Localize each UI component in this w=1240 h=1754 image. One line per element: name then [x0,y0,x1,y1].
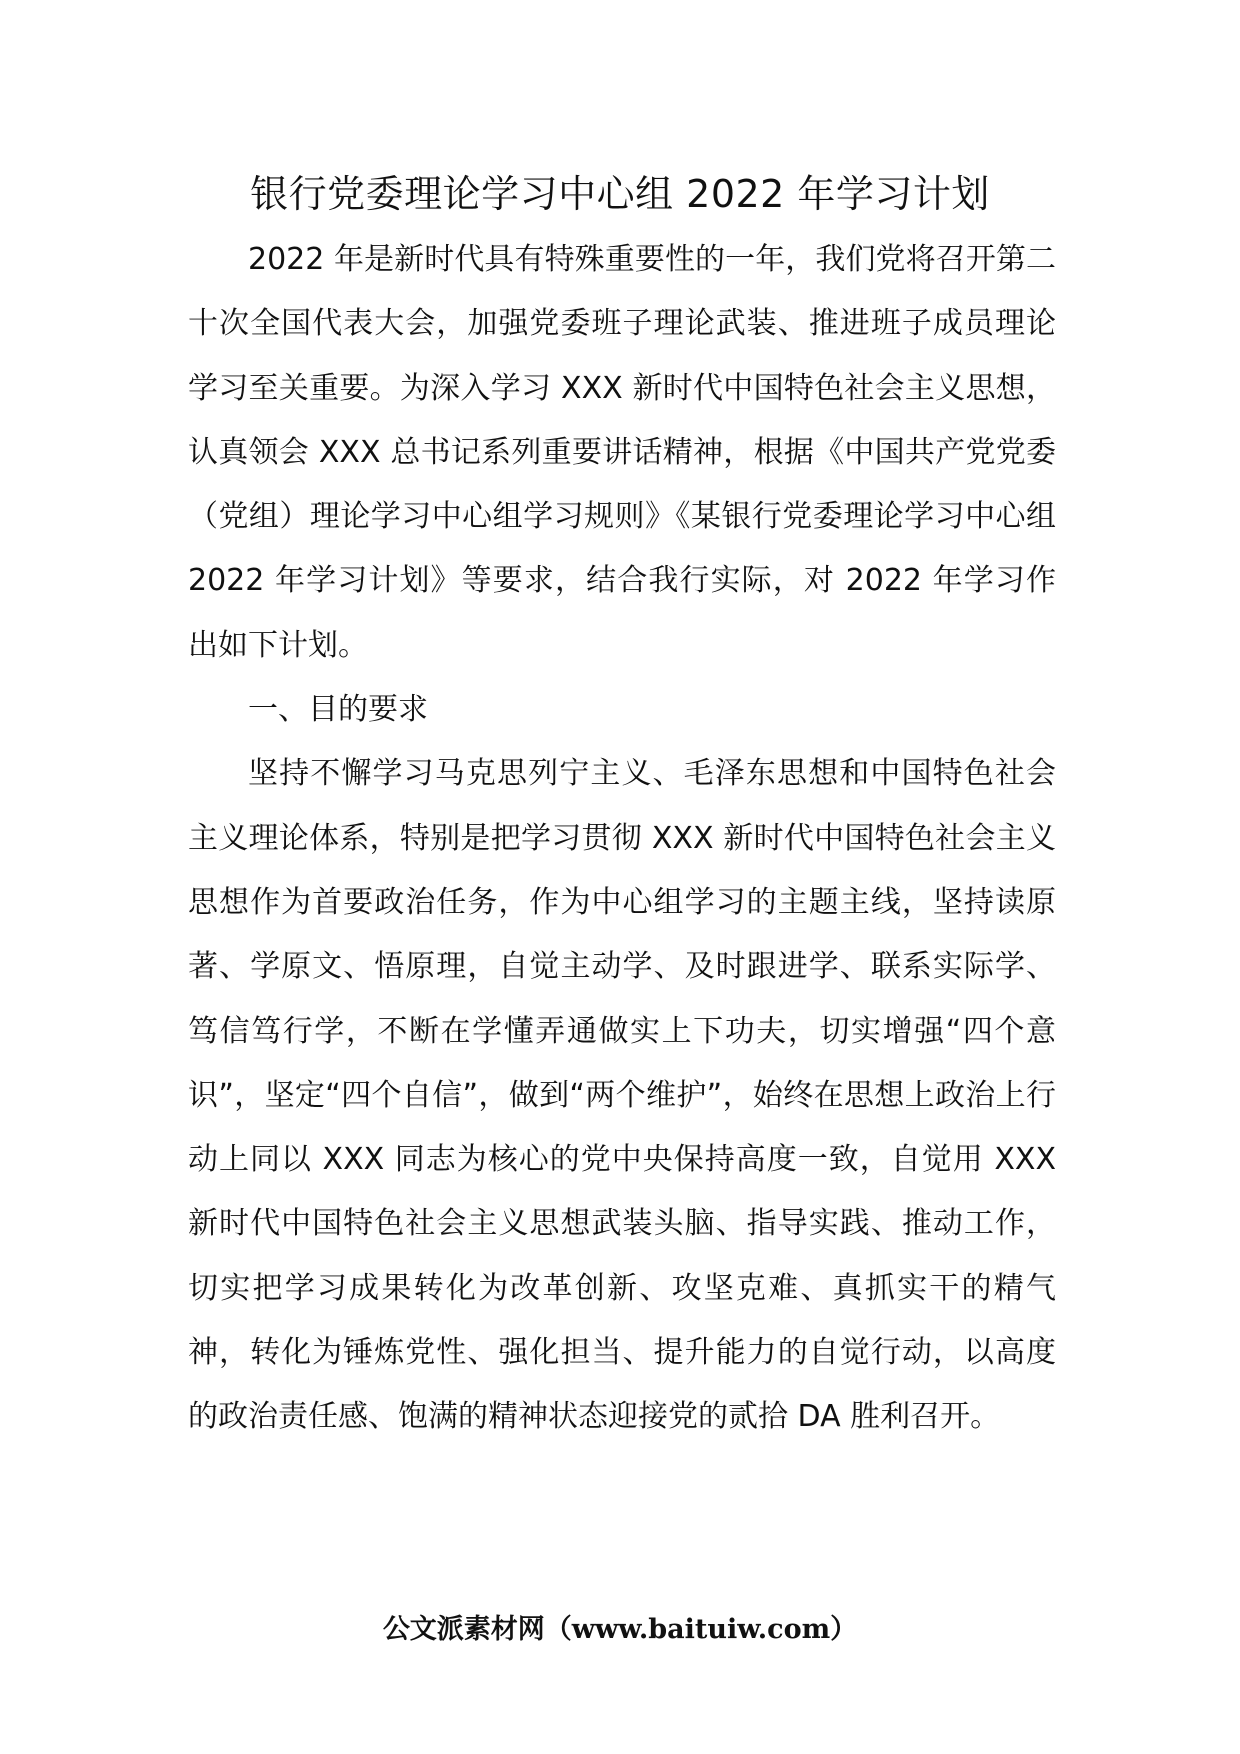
section-heading: 一、目的要求 [248,692,428,728]
section-paragraph: 坚持不懈学习马克思列宁主义、毛泽东思想和中国特色社会主义理论体系，特别是把学习贯彻 XXX 新时代中国特色社会主义思想作为首要政治任务，作为中心组学习的主题主线，坚持读原著、学原文、悟原理，自觉主动学、及时跟进学、联系实际学、笃信笃行学，不断在学懂弄通做实上下功夫，切实增强“四个意识”，坚定“四个自信”，做到“两个维护”，始终在思想上政治上行动上同以 XXX 同志为核心的党中央保持高度一致，自觉用 XXX 新时代中国特色社会主义思想武装头脑、指导实践、推动工作，切实把学习成果转化为改革创新、攻坚克难、真抓实干的精气神，转化为锤炼党性、强化担当、提升能力的自觉行动，以高度的政治责任感、饱满的精神状态迎接党的贰拾 DA 胜利召开。 [188,756,1056,1435]
intro-paragraph: 2022 年是新时代具有特殊重要性的一年，我们党将召开第二十次全国代表大会，加强党委班子理论武装、推进班子成员理论学习至关重要。为深入学习 XXX 新时代中国特色社会主义思想，认真领会 XXX 总书记系列重要讲话精神，根据《中国共产党党委（党组）理论学习中心组学习规则》《某银行党委理论学习中心组 2022 年学习计划》等要求，结合我行实际，对 2022 年学习作出如下计划。 [188,242,1056,663]
document-title: 银行党委理论学习中心组 2022 年学习计划 [250,172,990,216]
document-body [188,228,1056,1450]
footer-watermark: 公文派素材网（www.baituiw.com） [382,1614,858,1645]
